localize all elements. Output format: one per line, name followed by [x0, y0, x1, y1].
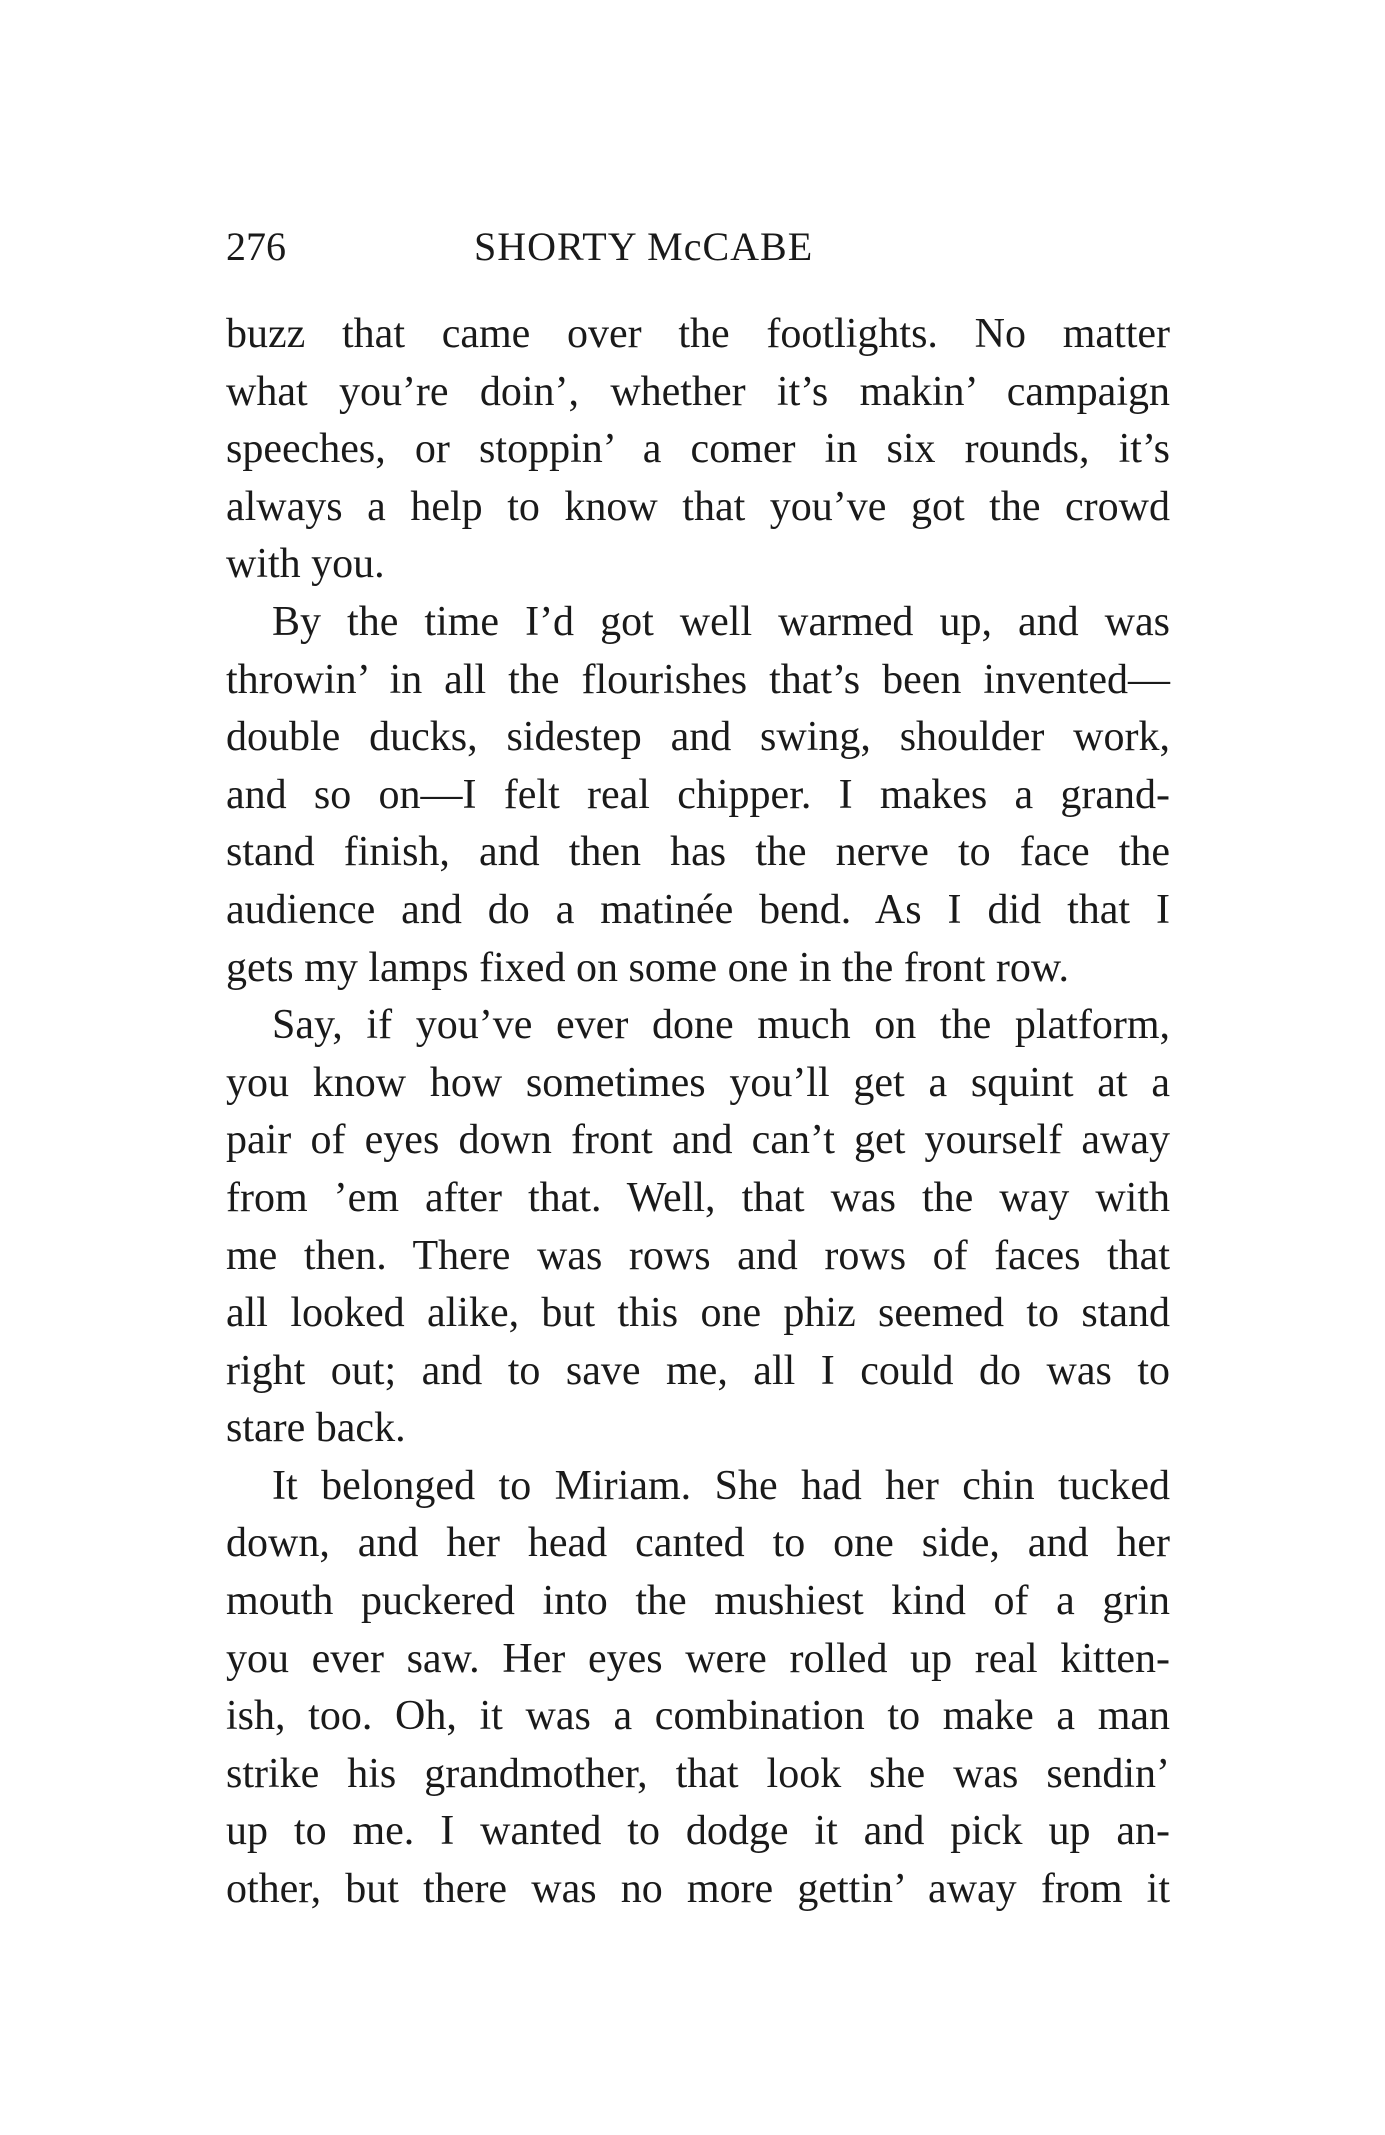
text-line: throwin’ in all the flourishes that’s been invented— — [226, 656, 1170, 703]
text-line: ish, too. Oh, it was a combination to make a man — [226, 1693, 1170, 1740]
page-number: 276 — [226, 224, 286, 269]
text-line: stand finish, and then has the nerve to face the — [226, 829, 1170, 876]
text-line: By the time I’d got well warmed up, and was — [272, 598, 1170, 645]
text-line: strike his grandmother, that look she was sendin’ — [226, 1750, 1170, 1797]
text-line: with you. — [226, 541, 385, 588]
text-line: from ’em after that. Well, that was the way with — [226, 1174, 1170, 1221]
text-line: you know how sometimes you’ll get a squint at a — [226, 1059, 1170, 1106]
text-line: up to me. I wanted to dodge it and pick up an- — [226, 1808, 1170, 1855]
text-line: Say, if you’ve ever done much on the platform, — [272, 1002, 1170, 1049]
text-line: you ever saw. Her eyes were rolled up real kitten- — [226, 1635, 1170, 1682]
text-line: all looked alike, but this one phiz seemed to stand — [226, 1290, 1170, 1337]
text-line: me then. There was rows and rows of faces that — [226, 1232, 1170, 1279]
text-line: double ducks, sidestep and swing, shoulder work, — [226, 714, 1170, 761]
running-head — [226, 222, 1166, 272]
text-line: It belonged to Miriam. She had her chin tucked — [272, 1462, 1170, 1509]
text-line: right out; and to save me, all I could do was to — [226, 1347, 1170, 1394]
text-line: down, and her head canted to one side, and her — [226, 1520, 1170, 1567]
text-line: speeches, or stoppin’ a comer in six rounds, it’s — [226, 426, 1170, 473]
text-line: pair of eyes down front and can’t get yourself away — [226, 1117, 1170, 1164]
text-line: gets my lamps fixed on some one in the front row. — [226, 944, 1069, 991]
text-line: and so on—I felt real chipper. I makes a grand- — [226, 771, 1170, 818]
text-line: stare back. — [226, 1405, 406, 1452]
text-line: buzz that came over the footlights. No matter — [226, 311, 1170, 357]
text-line: other, but there was no more gettin’ away from it — [226, 1866, 1170, 1913]
text-line: always a help to know that you’ve got the crowd — [226, 483, 1170, 530]
book-title: SHORTY McCABE — [474, 224, 814, 269]
text-line: mouth puckered into the mushiest kind of a grin — [226, 1578, 1170, 1625]
body-text — [226, 306, 1170, 1919]
text-line: audience and do a matinée bend. As I did that I — [226, 886, 1170, 933]
text-line: what you’re doin’, whether it’s makin’ campaign — [226, 368, 1170, 415]
